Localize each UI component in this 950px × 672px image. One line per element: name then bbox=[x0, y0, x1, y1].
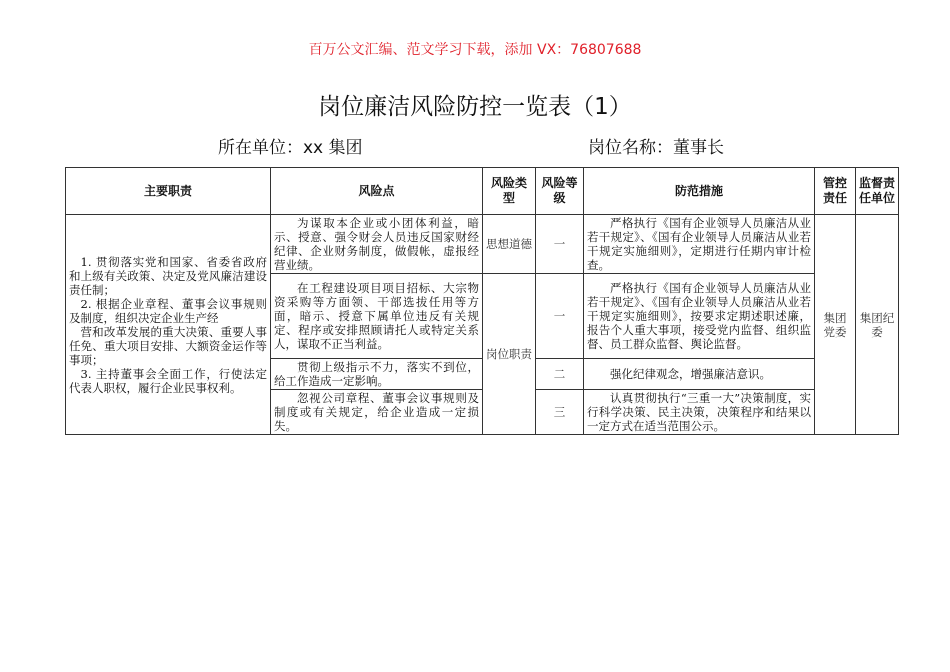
post-label: 岗位名称：董事长 bbox=[588, 138, 724, 158]
risk-cell: 在工程建设项目项目招标、大宗物资采购等方面领、干部选拔任用等方面，暗示、授意下属单位违反有关规定、程序或安排照顾请托人或特定关系人，谋取不正当利益。 bbox=[271, 274, 483, 359]
measure-cell: 认真贯彻执行“三重一大”决策制度，实行科学决策、民主决策，决策程序和结果以一定方式在适当范围公示。 bbox=[584, 390, 815, 435]
level-cell: 二 bbox=[536, 359, 584, 390]
type-cell: 岗位职责 bbox=[483, 274, 536, 435]
duty-item: 营和改革发展的重大决策、重要人事任免、重大项目安排、大额资金运作等事项； bbox=[69, 324, 267, 367]
page-title: 岗位廉洁风险防控一览表（1） bbox=[318, 94, 632, 120]
control-cell: 集团党委 bbox=[815, 215, 856, 435]
risk-cell: 贯彻上级指示不力，落实不到位，给工作造成一定影响。 bbox=[271, 359, 483, 390]
header-measure: 防范措施 bbox=[584, 168, 815, 215]
unit-label: 所在单位：xx 集团 bbox=[218, 138, 363, 158]
measure-cell: 强化纪律观念，增强廉洁意识。 bbox=[584, 359, 815, 390]
measure-cell: 严格执行《国有企业领导人员廉洁从业若干规定》、《国有企业领导人员廉洁从业若干规定实施细则》，按要求定期述职述廉，报告个人重大事项，接受党内监督、组织监督、员工群众监督、舆论监督。 bbox=[584, 274, 815, 359]
level-cell: 三 bbox=[536, 390, 584, 435]
duty-item: 3. 主持董事会全面工作，行使法定代表人职权，履行企业民事权利。 bbox=[69, 366, 267, 395]
table-row bbox=[66, 215, 899, 274]
level-cell: 一 bbox=[536, 274, 584, 359]
header-supervise: 监督责任单位 bbox=[856, 168, 899, 215]
supervise-cell: 集团纪委 bbox=[856, 215, 899, 435]
duty-item: 2. 根据企业章程、董事会议事规则及制度，组织决定企业生产经 bbox=[69, 296, 267, 325]
duties-cell bbox=[66, 215, 271, 435]
risk-cell: 忽视公司章程、董事会议事规则及制度或有关规定，给企业造成一定损失。 bbox=[271, 390, 483, 435]
header-level: 风险等级 bbox=[536, 168, 584, 215]
header-type: 风险类型 bbox=[483, 168, 536, 215]
header-duty: 主要职责 bbox=[66, 168, 271, 215]
header-control: 管控责任 bbox=[815, 168, 856, 215]
risk-table bbox=[65, 167, 899, 435]
watermark-text: 百万公文汇编、范文学习下载，添加 VX：76807688 bbox=[308, 42, 642, 58]
duty-item: 1. 贯彻落实党和国家、省委省政府和上级有关政策、决定及党风廉洁建设责任制； bbox=[69, 254, 267, 297]
level-cell: 一 bbox=[536, 215, 584, 274]
header-risk: 风险点 bbox=[271, 168, 483, 215]
measure-cell: 严格执行《国有企业领导人员廉洁从业若干规定》、《国有企业领导人员廉洁从业若干规定实施细则》，定期进行任期内审计检查。 bbox=[584, 215, 815, 274]
table-header-row bbox=[66, 168, 899, 215]
type-cell: 思想道德 bbox=[483, 215, 536, 274]
risk-cell: 为谋取本企业或小团体利益，暗示、授意、强令财会人员违反国家财经纪律、企业财务制度，做假帐，虚报经营业绩。 bbox=[271, 215, 483, 274]
